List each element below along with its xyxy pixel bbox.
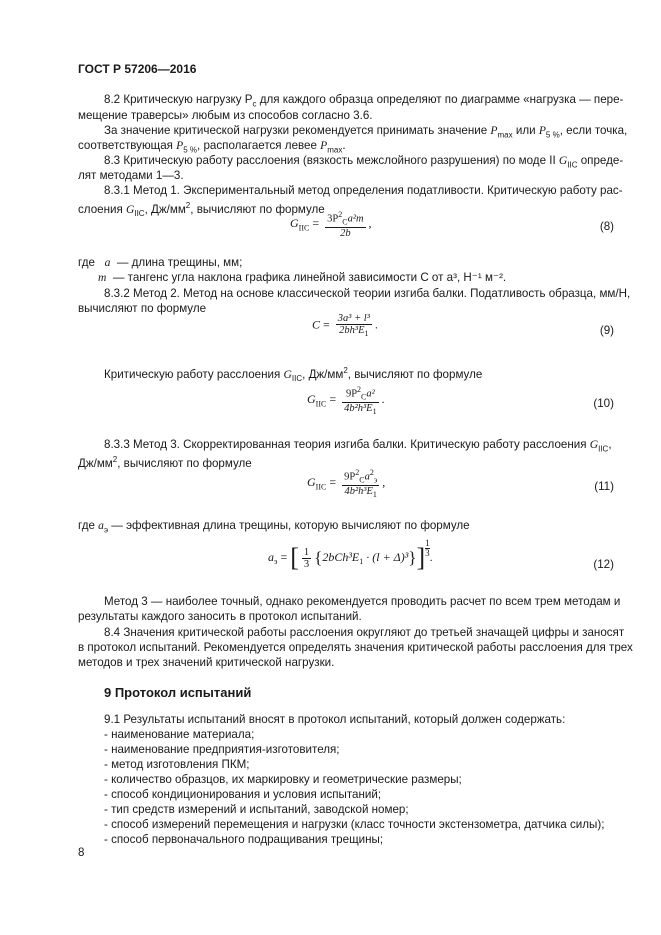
where-ae-definition: где $a_э$ — эффективная длина трещины, которую вычисляют по формуле: [78, 519, 470, 535]
document-id: ГОСТ Р 57206—2016: [78, 62, 197, 76]
para-8-2-line2: мещение траверсы» любым из способов согласно 3.6.: [78, 109, 373, 122]
equation-number-10: (10): [593, 397, 614, 410]
para-8-3-2-line1: 8.3.2 Метод 2. Метод на основе классической теории изгиба балки. Податливость образца, мм/Н,: [104, 287, 631, 300]
para-before-eq10: Критическую работу расслоения $G_{IIC}$, $Дж/мм^2$, вычисляют по формуле: [104, 366, 483, 384]
para-8-4-line1: 8.4 Значения критической работы расслоения округляют до третьей значащей цифры и заносят: [104, 626, 625, 639]
para-8-4-line2: в протокол испытаний. Рекомендуется определять значения критической работы расслоения для трех: [78, 641, 633, 654]
page-number: 8: [78, 846, 85, 859]
formula-8: $G_{IIC}$ = $\frac{3P^2_Ca^2m}{2b}$ ,: [290, 210, 372, 239]
equation-number-12: (12): [593, 558, 614, 571]
equation-number-9: (9): [599, 324, 614, 337]
para-8-3-1-line2: слоения $G_{IIC}$, $Дж/мм^2$, вычисляют по формуле: [78, 201, 325, 219]
where-a-definition: где a — длина трещины, мм;: [78, 256, 243, 269]
para-8-3-2-line2: вычисляют по формуле: [78, 302, 207, 315]
list-item: - наименование материала;: [104, 728, 255, 741]
list-item: - способ кондиционирования и условия испытаний;: [104, 788, 382, 801]
list-item: - способ измерений перемещения и нагрузки (класс точности экстензометра, датчика силы);: [104, 818, 605, 831]
para-8-2-line3: За значение критической нагрузки рекомендуется принимать значение $P_{max}$ или $P_{5 \%}$, если точка,: [104, 124, 628, 140]
list-item: - способ первоначального подращивания трещины;: [104, 833, 384, 846]
list-item: - наименование предприятия-изготовителя;: [104, 743, 340, 756]
para-method3-line1: Метод 3 — наиболее точный, однако рекомендуется проводить расчет по всем трем методам и: [104, 595, 621, 608]
para-8-3-3-line1: 8.3.3 Метод 3. Скорректированная теория изгиба балки. Критическую работу расслоения $G_{IIC}$,: [104, 438, 612, 454]
formula-12: $a_э$ = [ $\frac{1}{3}$ $\{2bCh^3E_1 \cdot (l + \Delta)^3\}$] $\frac{1}{3}$ .: [268, 538, 433, 572]
section-9-heading: 9 Протокол испытаний: [104, 685, 252, 700]
list-item: - метод изготовления ПКМ;: [104, 758, 250, 771]
para-9-1-intro: 9.1 Результаты испытаний вносят в протокол испытаний, который должен содержать:: [104, 713, 566, 726]
where-m-definition: m — тангенс угла наклона графика линейной зависимости C от a³, Н⁻¹ м⁻².: [98, 271, 507, 284]
para-8-3-line2: лят методами 1—3.: [78, 169, 184, 182]
formula-10: $G_{IIC}$ = $\frac{9P^2_Ca^2}{4b^2h^3E_1}$ .: [307, 385, 385, 416]
formula-9: C = $\frac{\text{3a³ + l³}}{2bh^3E_1}$ .: [312, 313, 378, 339]
list-item: - тип средств измерений и испытаний, заводской номер;: [104, 803, 409, 816]
para-8-4-line3: методов и трех значений критической нагрузки.: [78, 656, 335, 669]
para-8-2-line1: 8.2 Критическую нагрузку $P_c$ для каждого образца определяют по диаграмме «нагрузка — пере-: [104, 93, 624, 109]
equation-number-8: (8): [599, 220, 614, 233]
para-8-3-line1: 8.3 Критическую работу расслоения (вязкость межслойного разрушения) по моде II $G_{IIC}$ опреде-: [104, 154, 624, 170]
para-method3-line2: результаты каждого заносить в протокол испытаний.: [78, 610, 362, 623]
list-item: - количество образцов, их маркировку и геометрические размеры;: [104, 773, 462, 786]
para-8-2-line4: соответствующая $P_{5 \%}$, располагается левее $P_{max}$.: [78, 139, 346, 155]
para-8-3-3-line2: $Дж/мм^2$, вычисляют по формуле: [78, 455, 252, 470]
formula-11: $G_{IIC}$ = $\frac{9P^2_Ca^2_э}{4b^2h^3E_1}$ ,: [307, 468, 386, 499]
equation-number-11: (11): [594, 480, 614, 493]
para-8-3-1-line1: 8.3.1 Метод 1. Экспериментальный метод определения податливости. Критическую работу рас-: [104, 184, 623, 197]
